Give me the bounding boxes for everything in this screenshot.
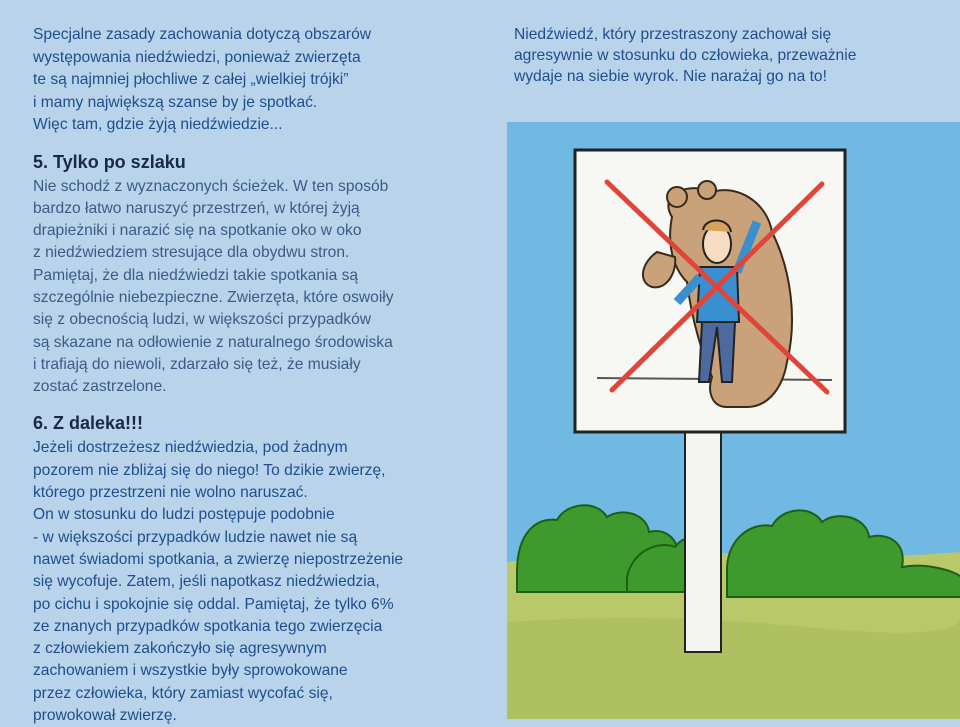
- body-line: nawet świadomi spotkania, a zwierzę niepostrzeżenie: [33, 550, 404, 568]
- body-line: Nie schodź z wyznaczonych ścieżek. W ten sposób: [33, 177, 389, 195]
- caption-line: Niedźwiedź, który przestraszony zachował się: [514, 26, 832, 43]
- intro-line: i mamy największą szanse by je spotkać.: [33, 93, 318, 111]
- caption-line: agresywnie w stosunku do człowieka, przeważnie: [514, 47, 857, 64]
- body-line: Pamiętaj, że dla niedźwiedzi takie spotkania są: [33, 266, 359, 284]
- body-line: bardzo łatwo naruszyć przestrzeń, w której żyją: [33, 199, 360, 217]
- body-line: są skazane na odłowienie z naturalnego środowiska: [33, 333, 393, 351]
- intro-line: Więc tam, gdzie żyją niedźwiedzie...: [33, 116, 283, 133]
- intro-line: występowania niedźwiedzi, ponieważ zwierzęta: [33, 48, 361, 66]
- body-line: się z obecnością ludzi, w większości przypadków: [33, 311, 372, 329]
- body-line: szczególnie niebezpieczne. Zwierzęta, które oswoiły: [33, 288, 394, 306]
- section-6-body: [33, 437, 473, 727]
- illustration-svg: [507, 122, 960, 719]
- sign-post: [685, 422, 721, 652]
- body-line: ze znanych przypadków spotkania tego zwierzęcia: [33, 617, 383, 635]
- body-line: z człowiekiem zakończyło się agresywnym: [33, 640, 327, 658]
- section-5-title: 5. Tylko po szlaku: [33, 151, 186, 172]
- body-line: drapieżniki i narazić się na spotkanie oko w oko: [33, 222, 362, 240]
- body-line: zachowaniem i wszystkie były sprowokowane: [33, 662, 348, 680]
- body-line: którego przestrzeni nie wolno naruszać.: [33, 484, 308, 502]
- section-6-title: 6. Z daleka!!!: [33, 413, 144, 434]
- body-line: prowokował zwierzę.: [33, 707, 177, 725]
- body-line: się wycofuje. Zatem, jeśli napotkasz niedźwiedzia,: [33, 573, 380, 591]
- body-line: pozorem nie zbliżaj się do niego! To dzikie zwierzę,: [33, 461, 386, 479]
- body-line: po cichu i spokojnie się oddal. Pamiętaj, że tylko 6%: [33, 595, 394, 613]
- body-line: z niedźwiedziem stresujące dla obydwu stron.: [33, 244, 350, 262]
- body-line: zostać zastrzelone.: [33, 378, 167, 396]
- bear-warning-illustration: [507, 122, 960, 719]
- left-text-column: [33, 24, 473, 727]
- body-line: przez człowieka, który zamiast wycofać się,: [33, 684, 333, 702]
- intro-paragraph: [33, 24, 473, 137]
- body-line: - w większości przypadków ludzie nawet nie są: [33, 528, 358, 546]
- caption-line: wydaje na siebie wyrok. Nie narażaj go na to!: [514, 68, 827, 85]
- body-line: Jeżeli dostrzeżesz niedźwiedzia, pod żadnym: [33, 439, 348, 457]
- body-line: On w stosunku do ludzi postępuje podobnie: [33, 506, 335, 524]
- intro-line: Specjalne zasady zachowania dotyczą obszarów: [33, 26, 372, 43]
- illustration-caption: [514, 24, 934, 87]
- section-5-body: [33, 176, 473, 399]
- body-line: i trafiają do niewoli, zdarzało się też, że musiały: [33, 355, 361, 373]
- intro-line: te są najmniej płochliwe z całej „wielkiej trójki”: [33, 71, 349, 88]
